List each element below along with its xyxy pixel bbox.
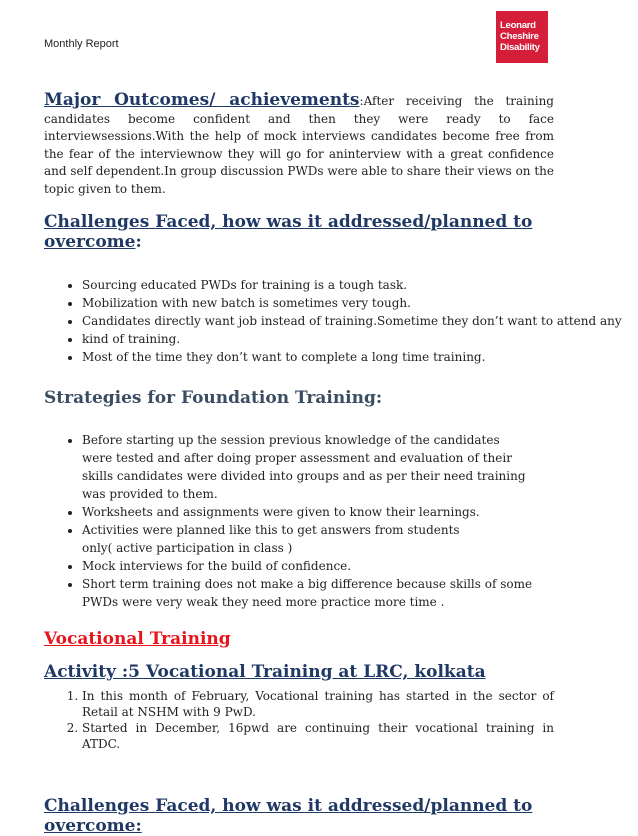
challenges-list bbox=[44, 276, 622, 366]
list-item: • Mobilization with new batch is sometimes very tough. bbox=[82, 294, 554, 312]
list-item: • Before starting up the session previous knowledge of the candidates were tested and after doing proper assessment and evaluation of their skills candidates were divided into groups and as per their need training was provided to them. bbox=[82, 431, 554, 503]
activity-heading: Activity :5 Vocational Training at LRC, kolkata bbox=[44, 662, 486, 682]
list-item: • Worksheets and assignments were given to know their learnings. bbox=[82, 503, 554, 521]
challenges-heading-1 bbox=[44, 212, 554, 252]
strategies-list bbox=[44, 431, 554, 611]
list-item: 1. In this month of February, Vocational training has started in the sector of Retail at NSHM with 9 PwD. bbox=[82, 688, 554, 720]
organization-logo bbox=[496, 11, 548, 63]
challenges-heading-1-text: Challenges Faced, how was it addressed/planned to overcome bbox=[44, 212, 533, 252]
logo-line-3: Disability bbox=[500, 42, 540, 53]
list-item: • Sourcing educated PWDs for training is a tough task. bbox=[82, 276, 554, 294]
list-item: • Candidates directly want job instead of training.Sometime they don’t want to attend any bbox=[82, 312, 554, 330]
major-outcomes-heading: Major Outcomes/ achievements bbox=[44, 90, 360, 110]
list-item: • kind of training. bbox=[82, 330, 554, 348]
challenges-heading-1-colon: : bbox=[135, 232, 142, 252]
list-item: • Most of the time they don’t want to complete a long time training. bbox=[82, 348, 554, 366]
major-outcomes-text: After receiving the training candidates become confident and then they were ready to face interviewsessions.With the help of mock interviews candidates become free from the fear of the interviewnow they will go for aninterview with a great confidence and self dependent.In group discussion PWDs were able to share their views on the topic given to them. bbox=[44, 94, 554, 196]
strategies-heading: Strategies for Foundation Training: bbox=[44, 388, 383, 408]
vocational-list bbox=[44, 688, 554, 752]
report-header-label: Monthly Report bbox=[44, 38, 119, 50]
challenges-heading-2: Challenges Faced, how was it addressed/planned to overcome: bbox=[44, 796, 533, 836]
list-item: • Activities were planned like this to get answers from students only( active participation in class ) bbox=[82, 521, 554, 557]
list-item: • Short term training does not make a big difference because skills of some PWDs were very weak they need more practice more time . bbox=[82, 575, 554, 611]
list-item: • Mock interviews for the build of confidence. bbox=[82, 557, 554, 575]
document-body bbox=[44, 90, 622, 836]
major-outcomes-separator: : bbox=[359, 94, 364, 108]
vocational-training-heading: Vocational Training bbox=[44, 629, 231, 649]
logo-line-1: Leonard bbox=[500, 20, 536, 31]
major-outcomes-paragraph bbox=[44, 92, 554, 198]
list-item: 2. Started in December, 16pwd are continuing their vocational training in ATDC. bbox=[82, 720, 554, 752]
logo-line-2: Cheshire bbox=[500, 31, 539, 42]
